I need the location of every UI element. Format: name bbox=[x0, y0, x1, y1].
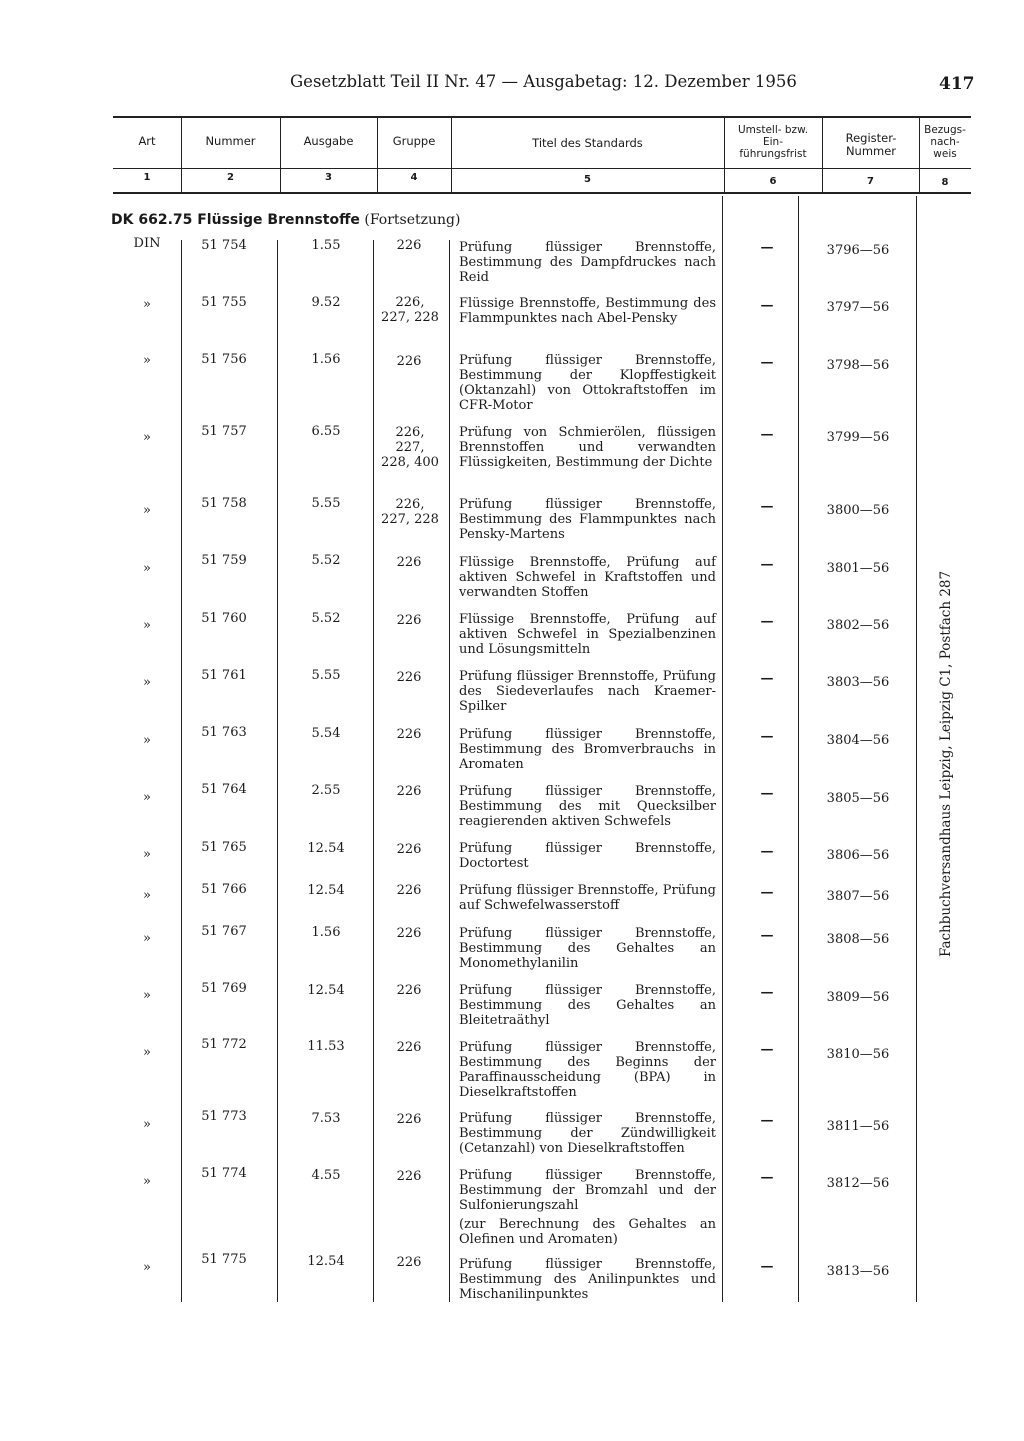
cell-frist: — bbox=[760, 985, 774, 1000]
cell-nummer: 51 754 bbox=[201, 238, 247, 253]
cell-titel: Prüfung flüssiger Brennstoffe, Prüfung auf Schwefelwasserstoff bbox=[459, 883, 716, 913]
cell-register: 3805—56 bbox=[826, 791, 890, 806]
cell-frist: — bbox=[760, 1042, 774, 1057]
header-mid-rule bbox=[113, 168, 971, 169]
cell-ausgabe: 4.55 bbox=[311, 1168, 341, 1183]
cell-ausgabe: 12.54 bbox=[307, 841, 345, 856]
cell-titel: Prüfung flüssiger Brennstoffe, Bestimmung des Flammpunktes nach Pensky-Martens bbox=[459, 497, 716, 542]
cell-art: » bbox=[143, 1174, 151, 1189]
cell-register: 3803—56 bbox=[826, 675, 890, 690]
cell-frist: — bbox=[760, 885, 774, 900]
header-bottom-rule bbox=[113, 192, 971, 194]
cell-gruppe: 226 bbox=[396, 238, 422, 253]
cell-nummer: 51 767 bbox=[201, 924, 247, 939]
header-top-rule bbox=[113, 116, 971, 118]
cell-frist: — bbox=[760, 1113, 774, 1128]
cell-art: » bbox=[143, 931, 151, 946]
cell-ausgabe: 1.55 bbox=[311, 238, 341, 253]
cell-gruppe: 226 bbox=[396, 842, 422, 857]
cell-art: » bbox=[143, 1260, 151, 1275]
cell-register: 3802—56 bbox=[826, 618, 890, 633]
cell-nummer: 51 755 bbox=[201, 295, 247, 310]
cell-nummer: 51 775 bbox=[201, 1252, 247, 1267]
cell-art: » bbox=[143, 353, 151, 368]
cell-frist: — bbox=[760, 499, 774, 514]
col-number: 6 bbox=[769, 176, 777, 187]
cell-titel-note: (zur Berechnung des Gehaltes an Olefinen und Aromaten) bbox=[459, 1217, 716, 1247]
cell-frist: — bbox=[760, 729, 774, 744]
cell-frist: — bbox=[760, 1170, 774, 1185]
cell-nummer: 51 758 bbox=[201, 496, 247, 511]
cell-nummer: 51 764 bbox=[201, 782, 247, 797]
cell-ausgabe: 5.54 bbox=[311, 726, 341, 741]
cell-register: 3811—56 bbox=[826, 1119, 890, 1134]
cell-ausgabe: 7.53 bbox=[311, 1111, 341, 1126]
cell-nummer: 51 774 bbox=[201, 1166, 247, 1181]
cell-art: » bbox=[143, 988, 151, 1003]
cell-art: » bbox=[143, 1045, 151, 1060]
cell-nummer: 51 765 bbox=[201, 840, 247, 855]
cell-titel: Prüfung flüssiger Brennstoffe, Bestimmung des Anilinpunktes und Mischanilinpunktes bbox=[459, 1257, 716, 1302]
cell-gruppe: 226 bbox=[396, 670, 422, 685]
section-suffix: (Fortsetzung) bbox=[364, 212, 461, 228]
col-header-register: Register- Nummer bbox=[845, 131, 897, 158]
cell-gruppe: 226 bbox=[396, 1112, 422, 1127]
cell-nummer: 51 756 bbox=[201, 352, 247, 367]
cell-register: 3809—56 bbox=[826, 990, 890, 1005]
cell-ausgabe: 1.56 bbox=[311, 925, 341, 940]
col-header-titel: Titel des Standards bbox=[532, 136, 643, 150]
cell-gruppe: 226, 227, 228 bbox=[381, 497, 439, 527]
cell-register: 3798—56 bbox=[826, 358, 890, 373]
col-header-frist: Umstell- bzw. Ein- führungsfrist bbox=[737, 124, 809, 160]
section-heading bbox=[111, 212, 460, 228]
cell-ausgabe: 9.52 bbox=[311, 295, 341, 310]
section-code: DK 662.75 Flüssige Brennstoffe bbox=[111, 212, 360, 228]
body-divider bbox=[181, 240, 182, 1302]
col-number: 2 bbox=[227, 172, 234, 183]
cell-ausgabe: 5.55 bbox=[311, 668, 341, 683]
body-divider bbox=[277, 240, 278, 1302]
col-number: 3 bbox=[325, 172, 332, 183]
cell-titel: Prüfung flüssiger Brennstoffe, Bestimmung des Gehaltes an Bleitetraäthyl bbox=[459, 983, 716, 1028]
cell-titel: Prüfung flüssiger Brennstoffe, Bestimmung der Klopffestigkeit (Oktanzahl) von Ottokraftstoffen im CFR-Motor bbox=[459, 353, 716, 413]
cell-nummer: 51 761 bbox=[201, 668, 247, 683]
cell-gruppe: 226 bbox=[396, 727, 422, 742]
cell-ausgabe: 11.53 bbox=[307, 1039, 345, 1054]
cell-frist: — bbox=[760, 786, 774, 801]
cell-gruppe: 226 bbox=[396, 883, 422, 898]
cell-gruppe: 226 bbox=[396, 555, 422, 570]
cell-register: 3813—56 bbox=[826, 1264, 890, 1279]
cell-register: 3810—56 bbox=[826, 1047, 890, 1062]
cell-art: » bbox=[143, 888, 151, 903]
cell-gruppe: 226 bbox=[396, 354, 422, 369]
cell-register: 3799—56 bbox=[826, 430, 890, 445]
cell-gruppe: 226 bbox=[396, 784, 422, 799]
cell-titel: Prüfung flüssiger Brennstoffe, Bestimmung des Beginns der Paraffinausscheidung (BPA) in Dieselkraftstoffen bbox=[459, 1040, 716, 1100]
cell-titel: Prüfung flüssiger Brennstoffe, Bestimmung des Bromverbrauchs in Aromaten bbox=[459, 727, 716, 772]
cell-art: » bbox=[143, 847, 151, 862]
body-divider bbox=[798, 196, 799, 1302]
cell-nummer: 51 772 bbox=[201, 1037, 247, 1052]
cell-ausgabe: 6.55 bbox=[311, 424, 341, 439]
cell-nummer: 51 773 bbox=[201, 1109, 247, 1124]
col-header-bezug: Bezugs- nach- weis bbox=[924, 124, 966, 160]
cell-gruppe: 226 bbox=[396, 1040, 422, 1055]
cell-frist: — bbox=[760, 240, 774, 255]
col-header-ausgabe: Ausgabe bbox=[303, 134, 354, 148]
cell-titel: Flüssige Brennstoffe, Prüfung auf aktiven Schwefel in Kraftstoffen und verwandten Stoffen bbox=[459, 555, 716, 600]
cell-ausgabe: 12.54 bbox=[307, 883, 345, 898]
cell-nummer: 51 760 bbox=[201, 611, 247, 626]
cell-nummer: 51 757 bbox=[201, 424, 247, 439]
cell-nummer: 51 763 bbox=[201, 725, 247, 740]
cell-frist: — bbox=[760, 557, 774, 572]
cell-nummer: 51 759 bbox=[201, 553, 247, 568]
cell-titel: Prüfung flüssiger Brennstoffe, Prüfung des Siedeverlaufes nach Kraemer-Spilker bbox=[459, 669, 716, 714]
cell-titel: Prüfung flüssiger Brennstoffe, Bestimmung des mit Quecksilber reagierenden aktiven Schwefels bbox=[459, 784, 716, 829]
col-number: 4 bbox=[410, 172, 418, 183]
cell-titel: Prüfung flüssiger Brennstoffe, Bestimmung der Zündwilligkeit (Cetanzahl) von Dieselkraftstoffen bbox=[459, 1111, 716, 1156]
col-number: 1 bbox=[143, 172, 151, 183]
publisher-side-note: Fachbuchversandhaus Leipzig, Leipzig C1, Postfach 287 bbox=[938, 570, 954, 957]
cell-frist: — bbox=[760, 1259, 774, 1274]
body-divider bbox=[916, 196, 917, 1302]
cell-titel: Prüfung flüssiger Brennstoffe, Bestimmung des Gehaltes an Monomethylanilin bbox=[459, 926, 716, 971]
cell-titel: Prüfung flüssiger Brennstoffe, Bestimmung der Bromzahl und der Sulfonierungszahl bbox=[459, 1168, 716, 1213]
cell-titel: Prüfung von Schmierölen, flüssigen Brennstoffen und verwandten Flüssigkeiten, Bestimmung der Dichte bbox=[459, 425, 716, 470]
cell-frist: — bbox=[760, 614, 774, 629]
cell-gruppe: 226 bbox=[396, 983, 422, 998]
col-header-art: Art bbox=[138, 134, 156, 148]
cell-art: » bbox=[143, 297, 151, 312]
cell-ausgabe: 5.55 bbox=[311, 496, 341, 511]
cell-register: 3800—56 bbox=[826, 503, 890, 518]
cell-gruppe: 226, 227, 228 bbox=[381, 295, 439, 325]
col-number: 7 bbox=[867, 176, 874, 187]
cell-art: » bbox=[143, 733, 151, 748]
col-number: 5 bbox=[584, 174, 591, 185]
cell-gruppe: 226 bbox=[396, 1169, 422, 1184]
body-divider bbox=[373, 240, 374, 1302]
page-title: Gesetzblatt Teil II Nr. 47 — Ausgabetag: 12. Dezember 1956 bbox=[290, 72, 797, 91]
cell-register: 3812—56 bbox=[826, 1176, 890, 1191]
cell-gruppe: 226 bbox=[396, 926, 422, 941]
cell-titel: Flüssige Brennstoffe, Prüfung auf aktiven Schwefel in Spezialbenzinen und Lösungsmitteln bbox=[459, 612, 716, 657]
cell-gruppe: 226 bbox=[396, 1255, 422, 1270]
cell-gruppe: 226 bbox=[396, 613, 422, 628]
body-divider bbox=[449, 240, 450, 1302]
col-header-nummer: Nummer bbox=[205, 134, 256, 148]
cell-ausgabe: 1.56 bbox=[311, 352, 341, 367]
cell-register: 3797—56 bbox=[826, 300, 890, 315]
cell-art: DIN bbox=[133, 236, 161, 251]
cell-frist: — bbox=[760, 671, 774, 686]
cell-frist: — bbox=[760, 844, 774, 859]
cell-register: 3807—56 bbox=[826, 889, 890, 904]
cell-frist: — bbox=[760, 427, 774, 442]
cell-nummer: 51 766 bbox=[201, 882, 247, 897]
col-header-gruppe: Gruppe bbox=[392, 134, 436, 148]
cell-art: » bbox=[143, 790, 151, 805]
cell-art: » bbox=[143, 561, 151, 576]
cell-ausgabe: 5.52 bbox=[311, 611, 341, 626]
cell-art: » bbox=[143, 430, 151, 445]
cell-frist: — bbox=[760, 928, 774, 943]
cell-register: 3804—56 bbox=[826, 733, 890, 748]
cell-art: » bbox=[143, 675, 151, 690]
cell-ausgabe: 12.54 bbox=[307, 983, 345, 998]
cell-art: » bbox=[143, 618, 151, 633]
cell-frist: — bbox=[760, 298, 774, 313]
cell-ausgabe: 2.55 bbox=[311, 783, 341, 798]
col-number: 8 bbox=[941, 177, 949, 188]
cell-titel: Flüssige Brennstoffe, Bestimmung des Flammpunktes nach Abel-Pensky bbox=[459, 296, 716, 326]
cell-gruppe: 226, 227, 228, 400 bbox=[381, 425, 439, 470]
cell-register: 3808—56 bbox=[826, 932, 890, 947]
cell-titel: Prüfung flüssiger Brennstoffe, Bestimmung des Dampfdruckes nach Reid bbox=[459, 240, 716, 285]
cell-nummer: 51 769 bbox=[201, 981, 247, 996]
cell-register: 3801—56 bbox=[826, 561, 890, 576]
cell-art: » bbox=[143, 1117, 151, 1132]
cell-frist: — bbox=[760, 355, 774, 370]
cell-titel: Prüfung flüssiger Brennstoffe, Doctortest bbox=[459, 841, 716, 871]
cell-ausgabe: 12.54 bbox=[307, 1254, 345, 1269]
body-divider bbox=[722, 196, 723, 1302]
cell-ausgabe: 5.52 bbox=[311, 553, 341, 568]
cell-register: 3806—56 bbox=[826, 848, 890, 863]
cell-art: » bbox=[143, 503, 151, 518]
page-number: 417 bbox=[939, 74, 975, 94]
cell-register: 3796—56 bbox=[826, 243, 890, 258]
